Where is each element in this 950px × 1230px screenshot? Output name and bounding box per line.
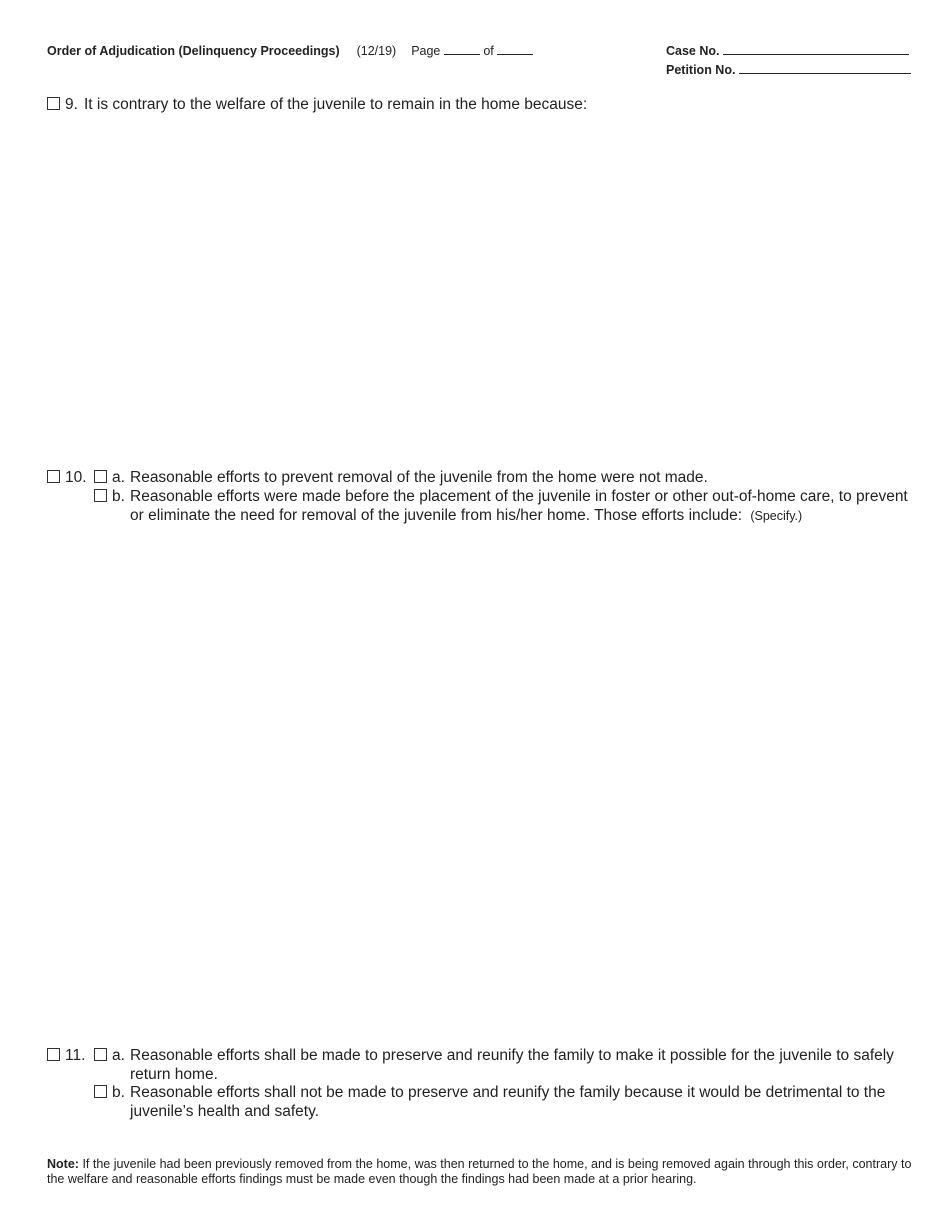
page-number-field[interactable] [444, 44, 480, 55]
note-text: If the juvenile had been previously removed from the home, was then returned to the home, and is being removed again through this order, contrary to the welfare and reasonable efforts findings must be made even though the findings had been made at a prior hearing. [47, 1157, 912, 1186]
item-9-text: It is contrary to the welfare of the juvenile to remain in the home because: [84, 96, 588, 113]
item-11a-line-1: Reasonable efforts shall be made to preserve and reunify the family to make it possible for the juvenile to safely [130, 1047, 894, 1064]
item-10-checkbox[interactable] [47, 470, 60, 483]
item-10-number: 10. [65, 469, 87, 486]
petition-no-field[interactable] [739, 63, 911, 74]
item-11b-letter: b. [112, 1084, 125, 1101]
item-10a-checkbox[interactable] [94, 470, 107, 483]
item-10a-text: Reasonable efforts to prevent removal of the juvenile from the home were not made. [130, 469, 708, 486]
item-9-number: 9. [65, 96, 78, 113]
item-9-checkbox[interactable] [47, 97, 60, 110]
item-11a-letter: a. [112, 1047, 125, 1064]
item-10b-line-1: Reasonable efforts were made before the placement of the juvenile in foster or other out-of-home care, to prevent [130, 488, 908, 505]
case-no-field[interactable] [723, 44, 909, 55]
case-no-row [666, 44, 909, 58]
item-10b-specify: (Specify.) [750, 509, 803, 523]
item-10b-letter: b. [112, 488, 125, 505]
item-10b-checkbox[interactable] [94, 489, 107, 502]
item-10b-line-2-text: or eliminate the need for removal of the juvenile from his/her home. Those efforts include: [130, 507, 743, 524]
of-label: of [483, 44, 494, 58]
item-11b-checkbox[interactable] [94, 1085, 107, 1098]
petition-no-label: Petition No. [666, 63, 736, 77]
revision-date: (12/19) [356, 44, 397, 58]
note-paragraph [47, 1157, 913, 1187]
item-11-checkbox[interactable] [47, 1048, 60, 1061]
form-header [47, 44, 533, 58]
item-11b-line-2: juvenile’s health and safety. [130, 1103, 319, 1120]
item-11b-line-1: Reasonable efforts shall not be made to preserve and reunify the family because it would be detrimental to the [130, 1084, 886, 1101]
item-11-number: 11. [65, 1047, 86, 1064]
petition-no-row [666, 63, 911, 77]
note-label: Note: [47, 1157, 79, 1171]
case-no-label: Case No. [666, 44, 720, 58]
item-11a-line-2: return home. [130, 1066, 218, 1083]
item-11a-checkbox[interactable] [94, 1048, 107, 1061]
form-title: Order of Adjudication (Delinquency Proceedings) [47, 44, 340, 58]
page-label: Page [411, 44, 441, 58]
item-10a-letter: a. [112, 469, 125, 486]
item-10b-line-2 [130, 507, 802, 526]
page-total-field[interactable] [497, 44, 533, 55]
